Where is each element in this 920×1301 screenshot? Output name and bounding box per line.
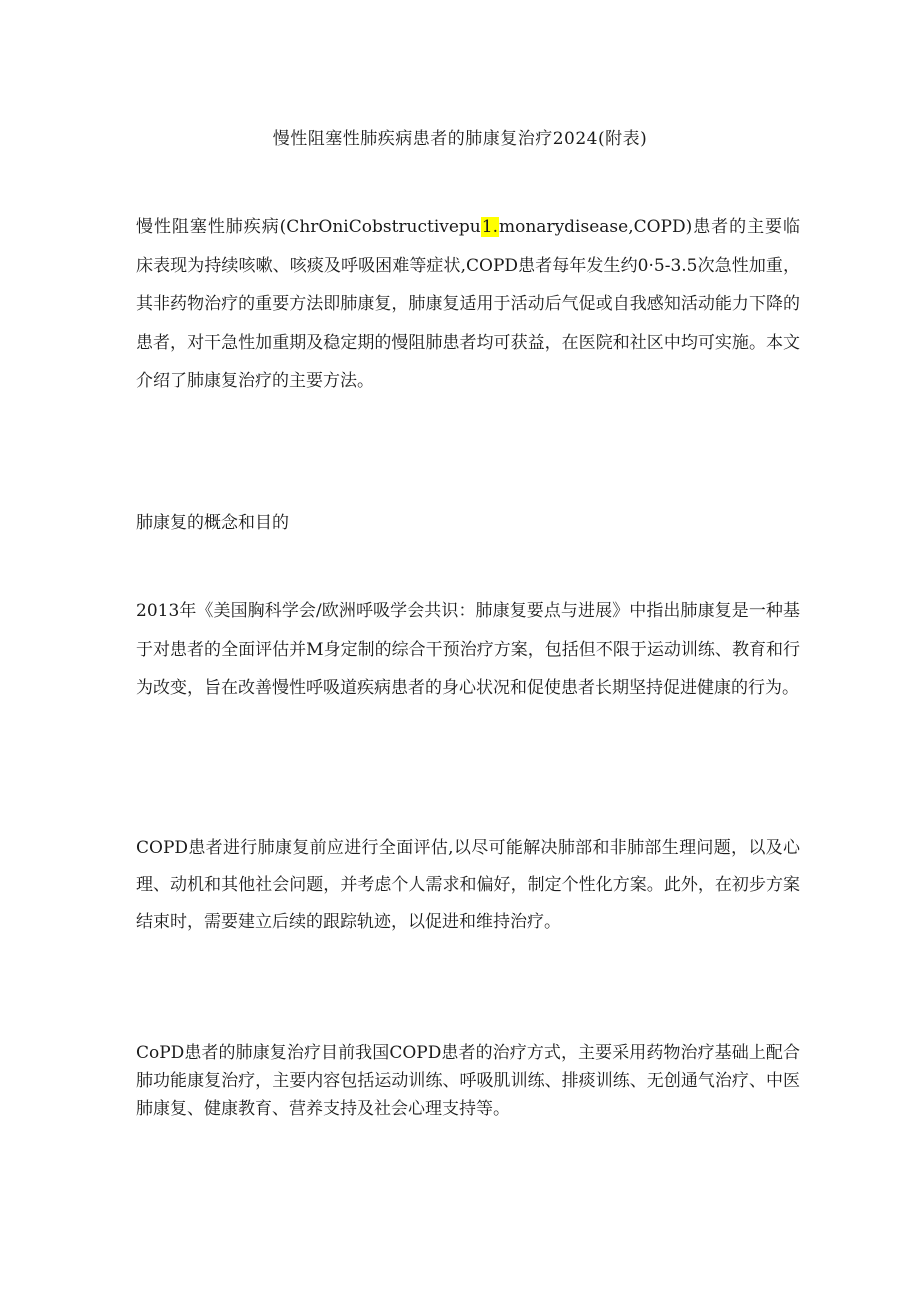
paragraph-treatment: CoPD患者的肺康复治疗目前我国COPD患者的治疗方式，主要采用药物治疗基础上配合肺功能康复治疗，主要内容包括运动训练、呼吸肌训练、排痰训练、无创通气治疗、中医肺康复、健康教育、营养支持及社会心理支持等。 <box>136 1043 800 1119</box>
intro-text-rest: monarydisease,COPD)患者的主要临床表现为持续咳嗽、咳痰及呼吸困难等症状,COPD患者每年发生约0·5-3.5次急性加重，其非药物治疗的重要方法即肺康复，肺康复适用于活动后气促或自我感知活动能力下降的患者，对干急性加重期及稳定期的慢阻肺患者均可获益，在医院和社区中均可实施。本文介绍了肺康复治疗的主要方法。 <box>136 217 801 391</box>
highlighted-text: 1. <box>481 217 498 237</box>
paragraph-assessment: COPD患者进行肺康复前应进行全面评估,以尽可能解决肺部和非肺部生理问题，以及心理、动机和其他社会问题，并考虑个人需求和偏好，制定个性化方案。此外，在初步方案结束时，需要建立后续的跟踪轨迹，以促进和维持治疗。 <box>136 838 800 932</box>
intro-paragraph <box>136 208 800 401</box>
section-heading: 肺康复的概念和目的 <box>136 513 289 533</box>
paragraph-definition: 2013年《美国胸科学会/欧洲呼吸学会共识：肺康复要点与进展》中指出肺康复是一种基于对患者的全面评估并M身定制的综合干预治疗方案，包括但不限于运动训练、教育和行为改变，旨在改善慢性呼吸道疾病患者的身心状况和促使患者长期坚持促进健康的行为。 <box>136 601 800 698</box>
document-title: 慢性阻塞性肺疾病患者的肺康复治疗2024(附表) <box>272 129 648 149</box>
intro-text-start: 慢性阻塞性肺疾病(ChrOniCobstructivepu <box>136 217 481 237</box>
